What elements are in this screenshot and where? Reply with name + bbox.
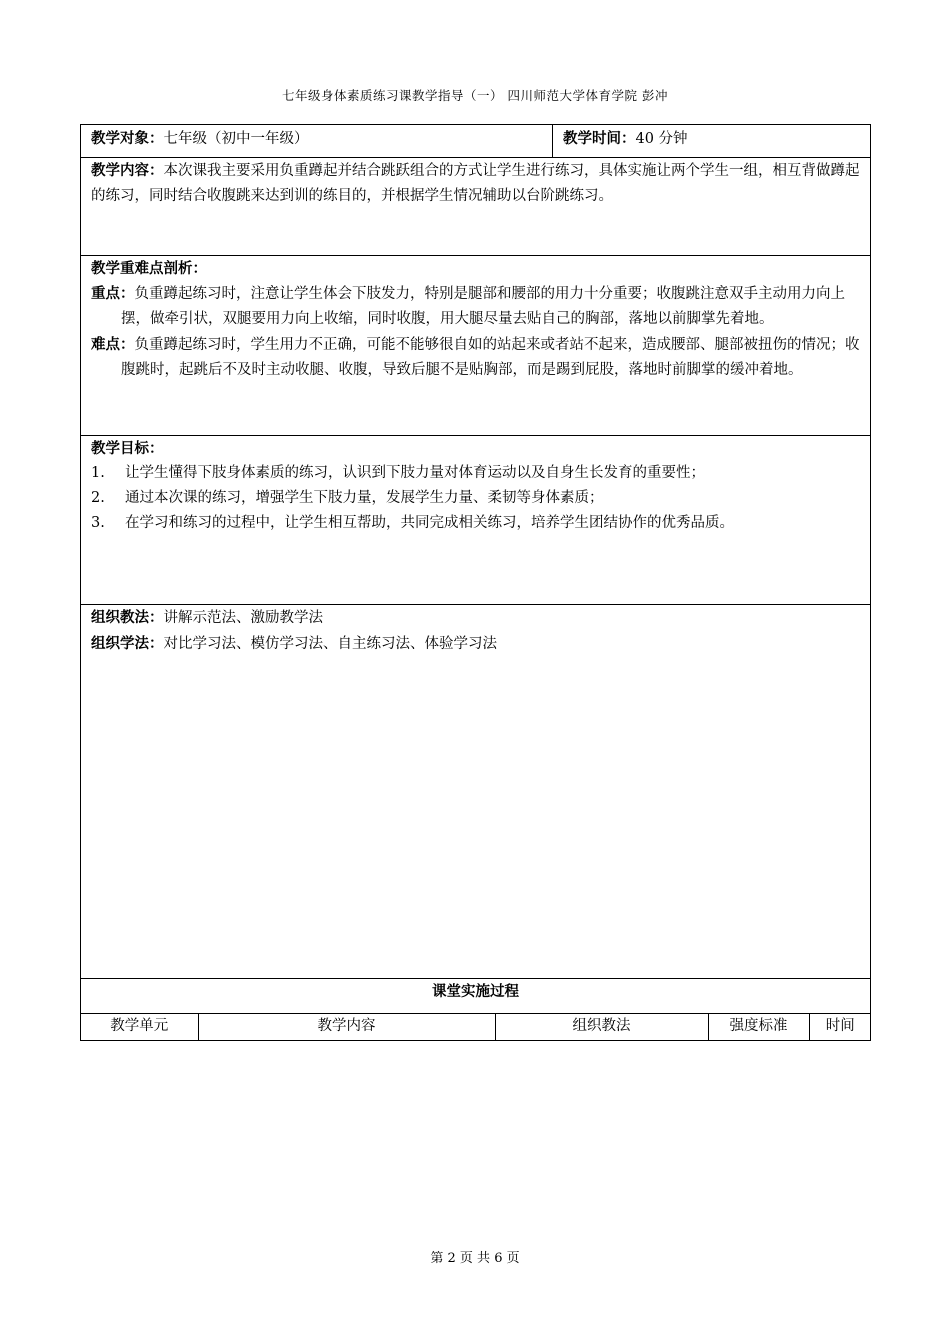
column-header-method: 组织教法	[495, 1014, 708, 1040]
difficulty-point	[91, 332, 860, 383]
key-point	[91, 281, 860, 332]
goal-item	[91, 486, 860, 511]
teaching-method-value: 讲解示范法、激励教学法	[163, 610, 323, 626]
lesson-plan-table	[80, 124, 871, 1041]
process-title-cell	[81, 979, 871, 1014]
teaching-object-cell	[81, 125, 553, 158]
learning-method	[91, 631, 860, 657]
teaching-method	[91, 605, 860, 631]
methods-row	[81, 605, 871, 979]
column-header-intensity: 强度标准	[708, 1014, 809, 1040]
learning-method-value: 对比学习法、模仿学习法、自主练习法、体验学习法	[163, 636, 497, 652]
analysis-row	[81, 256, 871, 436]
goal-text: 让学生懂得下肢身体素质的练习，认识到下肢力量对体育运动以及自身生长发育的重要性；	[125, 465, 705, 481]
difficulty-label: 难点：	[91, 336, 135, 353]
teaching-content-label: 教学内容：	[91, 162, 164, 179]
goal-text: 在学习和练习的过程中，让学生相互帮助，共同完成相关练习，培养学生团结协作的优秀品质。	[125, 515, 734, 531]
teaching-method-label: 组织教法：	[91, 609, 164, 626]
goals-title: 教学目标：	[91, 440, 164, 457]
methods-cell	[81, 605, 871, 979]
teaching-content-cell	[81, 158, 871, 256]
goals-row	[81, 436, 871, 605]
process-title-row	[81, 979, 871, 1014]
key-point-label: 重点：	[91, 285, 135, 302]
goal-item	[91, 511, 860, 536]
teaching-object-value: 七年级（初中一年级）	[163, 131, 309, 147]
content-row	[81, 158, 871, 256]
page-header: 七年级身体素质练习课教学指导（一） 四川师范大学体育学院 彭冲	[282, 88, 668, 103]
column-header-unit: 教学单元	[110, 1018, 169, 1034]
process-header-table	[81, 1014, 871, 1040]
process-title: 课堂实施过程	[432, 983, 519, 1000]
info-row	[81, 125, 871, 158]
goal-number: 1.	[91, 465, 105, 481]
analysis-cell	[81, 256, 871, 436]
column-header-time: 时间	[809, 1014, 871, 1040]
teaching-time-cell	[553, 125, 871, 158]
goal-text: 通过本次课的练习，增强学生下肢力量，发展学生力量、柔韧等身体素质；	[125, 490, 604, 506]
teaching-time-value: 40 分钟	[635, 131, 688, 147]
analysis-title: 教学重难点剖析：	[91, 260, 207, 277]
goal-number: 3.	[91, 515, 105, 531]
teaching-content-text: 本次课我主要采用负重蹲起并结合跳跃组合的方式让学生进行练习，具体实施让两个学生一组，相互背做蹲起的练习，同时结合收腹跳来达到训的练目的，并根据学生情况辅助以台阶跳练习。	[91, 163, 860, 204]
goal-item	[91, 461, 860, 486]
column-header-content: 教学内容	[198, 1014, 495, 1040]
process-header-row	[81, 1014, 871, 1041]
goals-cell	[81, 436, 871, 605]
teaching-time-label: 教学时间：	[563, 130, 636, 147]
page-footer: 第 2 页 共 6 页	[430, 1251, 520, 1266]
goal-number: 2.	[91, 490, 105, 506]
key-point-text: 负重蹲起练习时，注意让学生体会下肢发力，特别是腿部和腰部的用力十分重要；收腹跳注意双手主动用力向上摆，做牵引状，双腿要用力向上收缩，同时收腹，用大腿尽量去贴自己的胸部，落地以前脚掌先着地。	[121, 286, 845, 327]
teaching-object-label: 教学对象：	[91, 130, 164, 147]
difficulty-text: 负重蹲起练习时，学生用力不正确，可能不能够很自如的站起来或者站不起来，造成腰部、腿部被扭伤的情况；收腹跳时，起跳后不及时主动收腿、收腹，导致后腿不是贴胸部，而是踢到屁股，落地时前脚掌的缓冲着地。	[121, 337, 860, 378]
learning-method-label: 组织学法：	[91, 635, 164, 652]
process-header-cell	[81, 1014, 871, 1041]
